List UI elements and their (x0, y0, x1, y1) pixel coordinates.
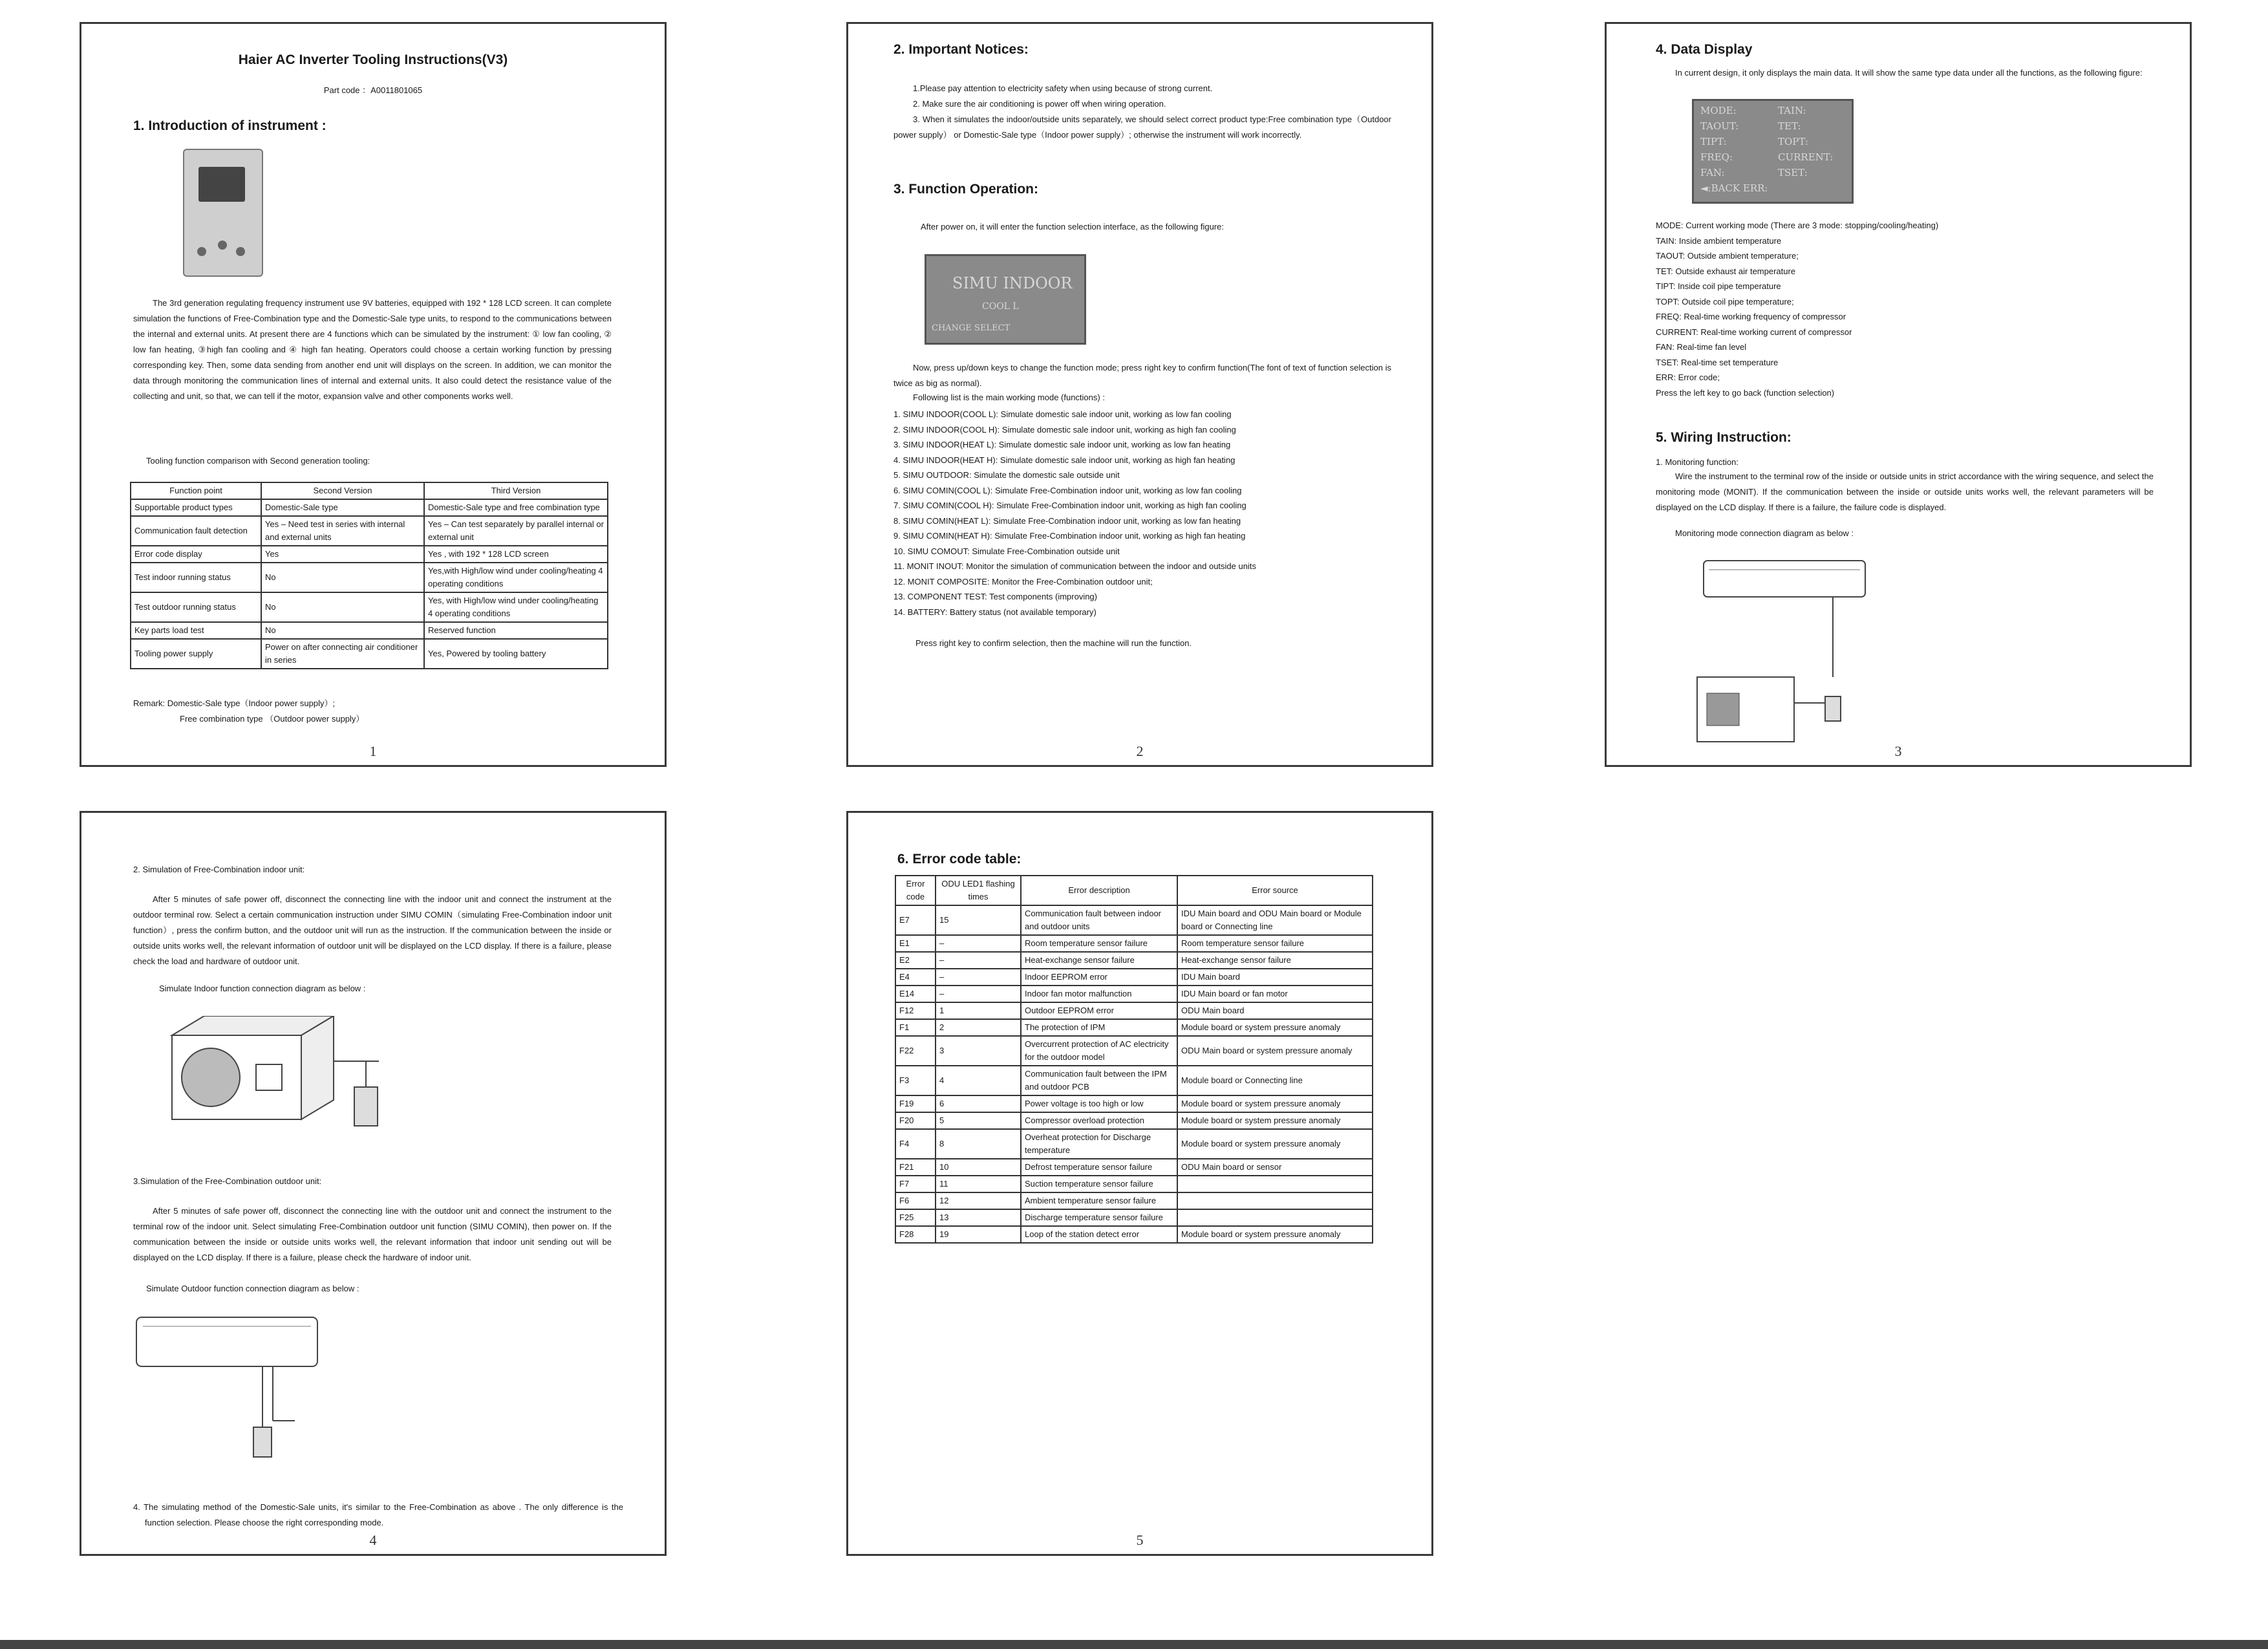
table-header-cell: Error source (1177, 876, 1373, 905)
remark-line-1: Remark: Domestic-Sale type（Indoor power supply）; (133, 698, 336, 708)
table-cell: F4 (895, 1129, 936, 1159)
page-5 (846, 811, 1433, 1556)
table-cell: E7 (895, 905, 936, 935)
page-4 (80, 811, 667, 1556)
page-number: 5 (1136, 1532, 1144, 1548)
table-cell: Power on after connecting air conditioner in series (261, 639, 424, 669)
table-cell: Communication fault between indoor and outdoor units (1021, 905, 1177, 935)
list-item: 2. SIMU INDOOR(COOL H): Simulate domestic sale indoor unit, working as high fan cooling (893, 424, 1236, 435)
table-cell: 4 (936, 1066, 1021, 1095)
table-cell: 19 (936, 1226, 1021, 1243)
table-cell: 2 (936, 1019, 1021, 1036)
page-number: 3 (1894, 743, 1902, 759)
table-header-cell: Second Version (261, 482, 424, 499)
table-row (131, 499, 608, 516)
table-row (895, 986, 1373, 1002)
table-cell: 12 (936, 1192, 1021, 1209)
table-row (895, 1036, 1373, 1066)
table-cell: Ambient temperature sensor failure (1021, 1192, 1177, 1209)
table-cell: F21 (895, 1159, 936, 1176)
table-cell: Key parts load test (131, 622, 261, 639)
lcd-label: TSET: (1778, 167, 1808, 178)
indoor-unit (1704, 561, 1865, 597)
table-cell: Test outdoor running status (131, 592, 261, 622)
fan-icon (182, 1048, 240, 1106)
table-cell: Tooling power supply (131, 639, 261, 669)
instrument-icon (354, 1087, 378, 1126)
table-cell: Module board or system pressure anomaly (1177, 1129, 1373, 1159)
table-cell: Indoor EEPROM error (1021, 969, 1177, 986)
table-row (895, 1066, 1373, 1095)
table-row (895, 1226, 1373, 1243)
table-row (895, 969, 1373, 986)
table-row (131, 639, 608, 669)
lcd-line: SIMU INDOOR (952, 274, 1073, 292)
table-cell: Domestic-Sale type (261, 499, 424, 516)
lcd-data-display (1692, 99, 1854, 204)
table-cell: E1 (895, 935, 936, 952)
scan-edge-strip (0, 1640, 2268, 1649)
table-row (895, 1159, 1373, 1176)
table-cell: Indoor fan motor malfunction (1021, 986, 1177, 1002)
table-cell: Suction temperature sensor failure (1021, 1176, 1177, 1192)
table-cell: F3 (895, 1066, 936, 1095)
table-cell: Power voltage is too high or low (1021, 1095, 1177, 1112)
section-heading-wiring: 5. Wiring Instruction: (1656, 430, 1792, 445)
table-cell (1177, 1176, 1373, 1192)
table-cell: Yes,with High/low wind under cooling/heating 4 operating conditions (424, 563, 608, 592)
table-cell: F6 (895, 1192, 936, 1209)
table-cell: Communication fault detection (131, 516, 261, 546)
table-cell: Test indoor running status (131, 563, 261, 592)
table-row (131, 592, 608, 622)
monitoring-diagram-caption: Monitoring mode connection diagram as below : (1675, 528, 1854, 538)
table-cell: 1 (936, 1002, 1021, 1019)
list-item: 9. SIMU COMIN(HEAT H): Simulate Free-Combination indoor unit, working as high fan heating (893, 531, 1246, 541)
table-cell: No (261, 622, 424, 639)
table-cell: – (936, 952, 1021, 969)
table-cell: 13 (936, 1209, 1021, 1226)
list-item: Press the left key to go back (function selection) (1656, 387, 1835, 398)
list-item: 13. COMPONENT TEST: Test components (improving) (893, 592, 1097, 601)
table-cell: Module board or system pressure anomaly (1177, 1112, 1373, 1129)
notice-1: 1.Please pay attention to electricity safety when using because of strong current. (913, 83, 1213, 93)
table-cell: Overcurrent protection of AC electricity for the outdoor model (1021, 1036, 1177, 1066)
data-definitions-list (1656, 218, 1938, 400)
table-cell: The protection of IPM (1021, 1019, 1177, 1036)
table-row (895, 1209, 1373, 1226)
intro-paragraph: The 3rd generation regulating frequency instrument use 9V batteries, equipped with 192 * 128 LCD screen. It can complete simulation the functions of Free-Combination type and the Domestic-Sale type units, to respond to the communications between the internal and external units. At present there are 4 functions which can be simulated by the instrument: ① low fan cooling, ② low fan heating, ③high fan cooling and ④ high fan heating. Operators could choose a certain working function by pressing corresponding key. Then, some data sending from another end unit will displays on the screen. In addition, we can monitor the data through monitoring the communication lines of internal and external units. It also could detect the resistance value of the collecting and unit, so that, we can tell if the motor, expansion valve and other components works well. (133, 298, 612, 401)
table-header-cell: ODU LED1 flashing times (936, 876, 1021, 905)
instrument-photo (183, 149, 263, 277)
list-item: 7. SIMU COMIN(COOL H): Simulate Free-Combination indoor unit, working as high fan cooling (893, 501, 1246, 510)
lcd-function-selection (925, 254, 1086, 345)
indoor-unit (136, 1317, 317, 1366)
table-cell: Overheat protection for Discharge temperature (1021, 1129, 1177, 1159)
table-cell: Supportable product types (131, 499, 261, 516)
page-2 (846, 22, 1433, 767)
lcd-label: TIPT: (1700, 136, 1727, 147)
notice-3: 3. When it simulates the indoor/outside units separately, we should select correct product type:Free combination type（Outdoor power supply） or Domestic-Sale type（Indoor power supply）; otherwise the instrument will work incorrectly. (893, 114, 1391, 140)
table-cell: E2 (895, 952, 936, 969)
section-3-text: After 5 minutes of safe power off, disconnect the connecting line with the outdoor unit and connect the instrument to the terminal row of the indoor unit. Select simulating Free-Combination outdoor unit function (SIMU COMIN), then power on. If the communication between the inside or outside units works well, the relevant information that indoor unit sending out will be displayed on the LCD display. If there is a failure, please check the hardware of indoor unit. (133, 1206, 612, 1262)
table-cell: 3 (936, 1036, 1021, 1066)
table-row (131, 516, 608, 546)
table-caption: Tooling function comparison with Second generation tooling: (146, 456, 370, 466)
press-text: Now, press up/down keys to change the function mode; press right key to confirm function(The font of text of function selection is twice as big as normal). (893, 363, 1391, 388)
table-cell: Loop of the station detect error (1021, 1226, 1177, 1243)
table-cell: 5 (936, 1112, 1021, 1129)
table-cell: F28 (895, 1226, 936, 1243)
table-header-cell: Function point (131, 482, 261, 499)
table-cell: Module board or system pressure anomaly (1177, 1226, 1373, 1243)
table-row (895, 952, 1373, 969)
table-cell: Compressor overload protection (1021, 1112, 1177, 1129)
table-row (895, 1129, 1373, 1159)
lcd-label: TAOUT: (1700, 120, 1739, 132)
section-heading-function-operation: 3. Function Operation: (893, 182, 1038, 197)
table-cell: – (936, 935, 1021, 952)
table-cell (1177, 1209, 1373, 1226)
table-row (895, 1112, 1373, 1129)
table-cell: F19 (895, 1095, 936, 1112)
list-item: FAN: Real-time fan level (1656, 342, 1747, 352)
table-row (131, 622, 608, 639)
table-cell: Discharge temperature sensor failure (1021, 1209, 1177, 1226)
table-cell: Module board or system pressure anomaly (1177, 1095, 1373, 1112)
page-number: 2 (1136, 743, 1144, 759)
table-header-cell: Third Version (424, 482, 608, 499)
lcd-label: TOPT: (1778, 136, 1808, 147)
section-2-caption: Simulate Indoor function connection diagram as below : (159, 984, 366, 993)
list-item: TSET: Real-time set temperature (1656, 357, 1779, 367)
list-item: 5. SIMU OUTDOOR: Simulate the domestic sale outside unit (893, 470, 1120, 480)
table-row (131, 563, 608, 592)
table-cell: – (936, 969, 1021, 986)
lcd-label: TET: (1778, 120, 1801, 132)
table-cell: ODU Main board (1177, 1002, 1373, 1019)
list-item: 4. SIMU INDOOR(HEAT H): Simulate domestic sale indoor unit, working as high fan heating (893, 455, 1236, 465)
table-cell: F25 (895, 1209, 936, 1226)
table-cell: F22 (895, 1036, 936, 1066)
table-cell: Reserved function (424, 622, 608, 639)
table-cell: ODU Main board or sensor (1177, 1159, 1373, 1176)
data-display-intro: In current design, it only displays the main data. It will show the same type data under all the functions, as the following figure: (1675, 68, 2143, 78)
page-1 (80, 22, 667, 767)
table-cell: IDU Main board and ODU Main board or Module board or Connecting line (1177, 905, 1373, 935)
lcd-line: COOL L (982, 301, 1019, 312)
list-item: 8. SIMU COMIN(HEAT L): Simulate Free-Combination indoor unit, working as low fan heating (893, 515, 1241, 526)
section-heading-data-display: 4. Data Display (1656, 42, 1753, 57)
wiring-paragraph: Wire the instrument to the terminal row of the inside or outside units in strict accordance with the wiring sequence, and select the monitoring mode (MONIT). If the communication between the inside or outside units works well, the relevant parameters will be displayed on the LCD display. If there is a failure, the failure code is displayed. (1656, 471, 2154, 512)
section-2-heading: 2. Simulation of Free-Combination indoor unit: (133, 865, 305, 874)
following-text: Following list is the main working mode (functions) : (913, 393, 1105, 402)
lcd-label: FREQ: (1700, 151, 1733, 163)
table-header-cell: Error description (1021, 876, 1177, 905)
section-heading-notices: 2. Important Notices: (893, 42, 1029, 57)
table-cell: Error code display (131, 546, 261, 563)
section-3-heading: 3.Simulation of the Free-Combination outdoor unit: (133, 1176, 322, 1186)
table-row (895, 1095, 1373, 1112)
list-item: 12. MONIT COMPOSITE: Monitor the Free-Combination outdoor unit; (893, 576, 1153, 587)
monitoring-label: 1. Monitoring function: (1656, 457, 1738, 467)
error-code-table (895, 875, 1373, 1244)
table-cell: Module board or system pressure anomaly (1177, 1019, 1373, 1036)
instrument-icon (253, 1427, 272, 1457)
document-title: Haier AC Inverter Tooling Instructions(V3) (238, 52, 508, 67)
list-item: TAOUT: Outside ambient temperature; (1656, 251, 1799, 261)
table-cell: Room temperature sensor failure (1021, 935, 1177, 952)
list-item: FREQ: Real-time working frequency of compressor (1656, 312, 1846, 321)
monitoring-connection-diagram (1671, 548, 1878, 761)
table-cell: Heat-exchange sensor failure (1021, 952, 1177, 969)
table-cell: 15 (936, 905, 1021, 935)
remark-line-2: Free combination type （Outdoor power supply） (180, 714, 365, 724)
instrument-icon (1825, 696, 1841, 721)
table-cell: F1 (895, 1019, 936, 1036)
list-item: TET: Outside exhaust air temperature (1656, 266, 1796, 276)
table-cell: Heat-exchange sensor failure (1177, 952, 1373, 969)
table-row (131, 546, 608, 563)
lcd-label: CURRENT: (1778, 151, 1834, 163)
table-cell: – (936, 986, 1021, 1002)
table-row (895, 905, 1373, 935)
list-item: 6. SIMU COMIN(COOL L): Simulate Free-Combination indoor unit, working as low fan cooling (893, 485, 1242, 495)
table-cell: Yes – Need test in series with internal and external units (261, 516, 424, 546)
table-cell: E14 (895, 986, 936, 1002)
list-item: TOPT: Outside coil pipe temperature; (1656, 296, 1794, 307)
fan-grille-icon (1707, 693, 1739, 726)
list-item: 14. BATTERY: Battery status (not available temporary) (893, 607, 1097, 617)
table-cell: Communication fault between the IPM and outdoor PCB (1021, 1066, 1177, 1095)
lcd-label: TAIN: (1778, 105, 1806, 116)
notice-2: 2. Make sure the air conditioning is power off when wiring operation. (913, 99, 1166, 109)
table-cell: Domestic-Sale type and free combination type (424, 499, 608, 516)
table-cell: 10 (936, 1159, 1021, 1176)
lcd-label: MODE: (1700, 105, 1737, 116)
section-heading-error-table: 6. Error code table: (897, 852, 1022, 867)
table-header-cell: Error code (895, 876, 936, 905)
table-cell: 11 (936, 1176, 1021, 1192)
table-cell: Yes, Powered by tooling battery (424, 639, 608, 669)
table-cell (1177, 1192, 1373, 1209)
page-number: 1 (369, 743, 377, 759)
table-cell: Yes, with High/low wind under cooling/heating 4 operating conditions (424, 592, 608, 622)
table-cell: F7 (895, 1176, 936, 1192)
table-cell: 6 (936, 1095, 1021, 1112)
list-item: 3. SIMU INDOOR(HEAT L): Simulate domestic sale indoor unit, working as low fan heating (893, 440, 1231, 449)
list-item: TAIN: Inside ambient temperature (1656, 235, 1782, 246)
table-cell: F12 (895, 1002, 936, 1019)
table-cell: 8 (936, 1129, 1021, 1159)
comparison-table (130, 482, 608, 669)
list-item: 1. SIMU INDOOR(COOL L): Simulate domestic sale indoor unit, working as low fan cooling (893, 409, 1232, 419)
outdoor-simulation-diagram (133, 1311, 392, 1460)
lcd-line: CHANGE SELECT (932, 323, 1011, 333)
table-cell: IDU Main board or fan motor (1177, 986, 1373, 1002)
table-row (895, 935, 1373, 952)
table-cell: Yes (261, 546, 424, 563)
list-item: MODE: Current working mode (There are 3 mode: stopping/cooling/heating) (1656, 221, 1939, 230)
page-3 (1605, 22, 2192, 767)
list-item: ERR: Error code; (1656, 372, 1720, 382)
poweron-text: After power on, it will enter the function selection interface, as the following figure: (921, 222, 1224, 232)
lcd-label: FAN: (1700, 167, 1725, 178)
table-cell: No (261, 592, 424, 622)
table-cell: Outdoor EEPROM error (1021, 1002, 1177, 1019)
table-cell: IDU Main board (1177, 969, 1373, 986)
list-item: 10. SIMU COMOUT: Simulate Free-Combination outside unit (893, 546, 1120, 556)
table-cell: Defrost temperature sensor failure (1021, 1159, 1177, 1176)
list-item: CURRENT: Real-time working current of compressor (1656, 327, 1852, 337)
table-cell: Yes – Can test separately by parallel internal or external unit (424, 516, 608, 546)
lcd-label: ◄:BACK ERR: (1700, 182, 1768, 194)
page-number: 4 (369, 1532, 377, 1548)
table-row (895, 1192, 1373, 1209)
section-2-text: After 5 minutes of safe power off, disconnect the connecting line with the indoor unit and connect the instrument at the outdoor terminal row. Select a certain communication instruction under SIMU COMIN（simulating Free-Combination indoor unit function）, press the confirm button, and the outdoor unit will run as the instruction. If the communication between the inside or outside units works well, the relevant information of outdoor unit will be displayed on the LCD display. If there is a failure, please check the load and hardware of outdoor unit. (133, 894, 612, 966)
table-row (895, 1002, 1373, 1019)
table-cell: Module board or Connecting line (1177, 1066, 1373, 1095)
table-cell: ODU Main board or system pressure anomaly (1177, 1036, 1373, 1066)
part-code: Part code ：A0011801065 (323, 85, 423, 95)
section-3-caption: Simulate Outdoor function connection diagram as below : (146, 1284, 359, 1293)
table-cell: Yes , with 192 * 128 LCD screen (424, 546, 608, 563)
table-cell: Room temperature sensor failure (1177, 935, 1373, 952)
table-row (895, 1176, 1373, 1192)
indoor-simulation-diagram (166, 1016, 424, 1132)
list-item: TIPT: Inside coil pipe temperature (1656, 281, 1781, 291)
confirm-text: Press right key to confirm selection, then the machine will run the function. (915, 638, 1192, 648)
table-cell: No (261, 563, 424, 592)
section-heading-intro: 1. Introduction of instrument : (133, 118, 326, 133)
table-cell: F20 (895, 1112, 936, 1129)
table-cell: E4 (895, 969, 936, 986)
list-item: 11. MONIT INOUT: Monitor the simulation of communication between the indoor and outside units (893, 561, 1256, 571)
modes-list (893, 407, 1256, 620)
table-row (895, 1019, 1373, 1036)
section-4-text: 4. The simulating method of the Domestic-Sale units, it's similar to the Free-Combination as above . The only difference is the function selection. Please choose the right corresponding mode. (133, 1502, 623, 1527)
